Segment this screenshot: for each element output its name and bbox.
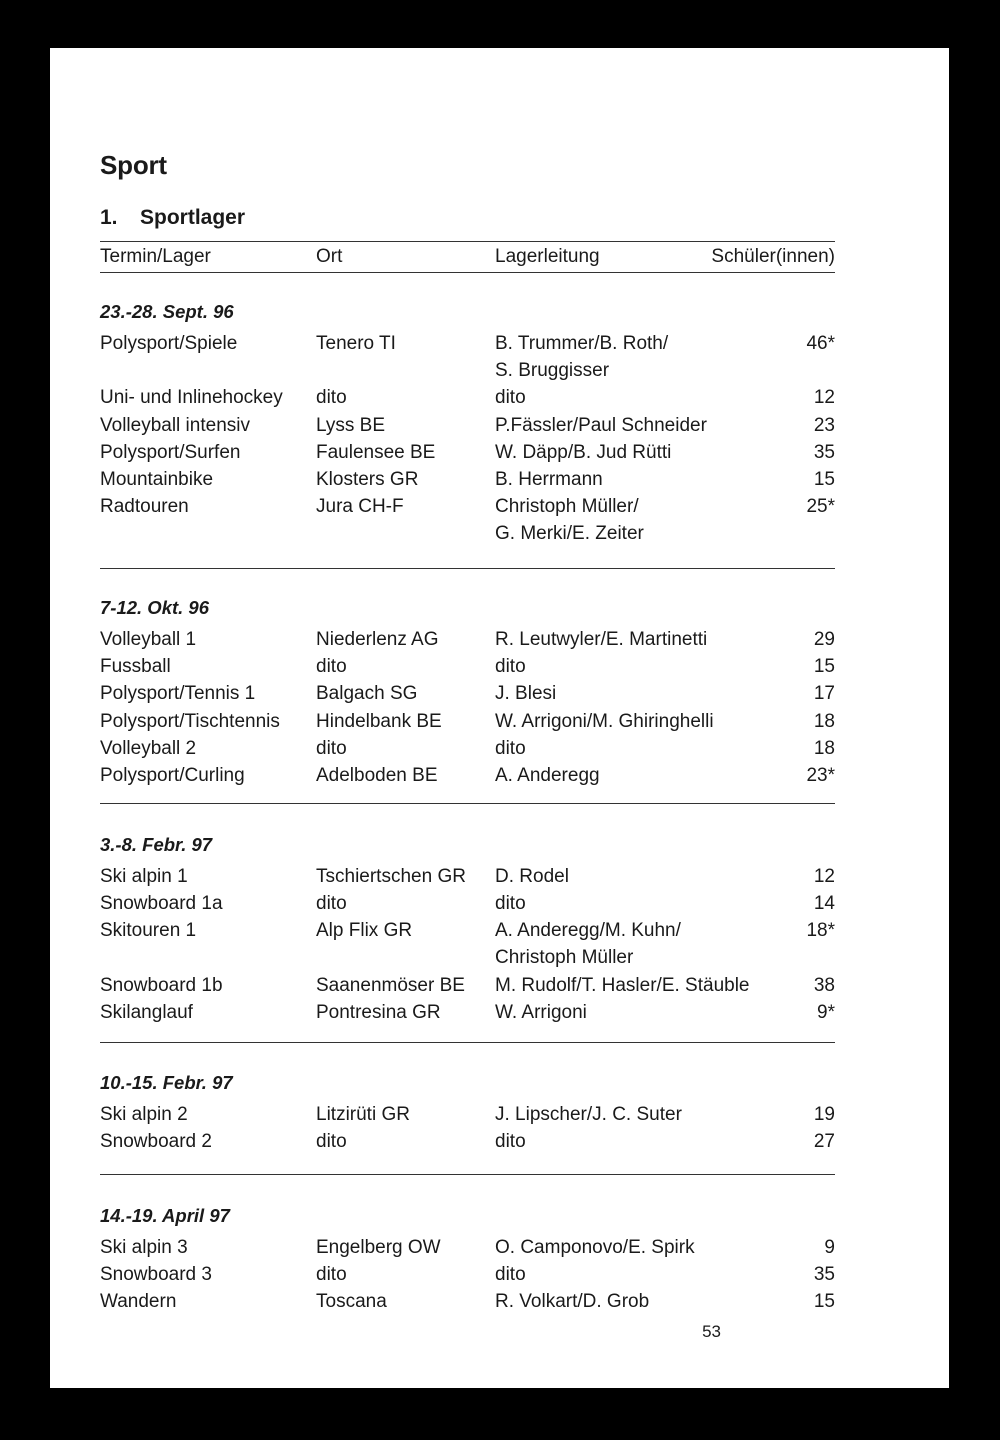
table-row — [100, 493, 835, 547]
cell-ort: dito — [316, 1264, 347, 1286]
leitung-line: Christoph Müller — [495, 947, 634, 969]
cell-ort: dito — [316, 387, 347, 409]
cell-leitung — [495, 330, 668, 384]
cell-leitung — [495, 708, 714, 735]
leitung-line: P.Fässler/Paul Schneider — [495, 414, 707, 436]
cell-lager: Polysport/Curling — [100, 765, 245, 786]
cell-ort: dito — [316, 737, 347, 759]
leitung-line: A. Anderegg/M. Kuhn/ — [495, 920, 681, 942]
cell-ort: Saanenmöser BE — [316, 974, 465, 996]
cell-lager: Skilanglauf — [100, 1002, 193, 1023]
leitung-line: W. Arrigoni/M. Ghiringhelli — [495, 710, 714, 732]
cell-lager: Ski alpin 2 — [100, 1104, 188, 1125]
cell-lager: Snowboard 1b — [100, 974, 223, 996]
leitung-line: W. Däpp/B. Jud Rütti — [495, 441, 672, 463]
column-header-termin: Termin/Lager — [100, 246, 211, 267]
page-number: 53 — [702, 1322, 721, 1341]
cell-ort: Adelboden BE — [316, 765, 438, 786]
cell-schueler: 15 — [813, 1291, 835, 1313]
header-top-rule — [100, 241, 835, 242]
cell-lager: Polysport/Tennis 1 — [100, 683, 256, 705]
cell-leitung — [495, 680, 556, 707]
leitung-line: W. Arrigoni — [495, 1002, 587, 1023]
cell-ort: dito — [316, 893, 347, 915]
cell-leitung — [495, 439, 671, 466]
leitung-line: R. Leutwyler/E. Martinetti — [495, 629, 708, 650]
cell-lager: Polysport/Spiele — [100, 333, 238, 354]
cell-ort: Niederlenz AG — [316, 629, 439, 650]
cell-ort: dito — [316, 1131, 347, 1153]
cell-ort: Faulensee BE — [316, 441, 436, 463]
leitung-line: dito — [495, 893, 526, 915]
leitung-line: dito — [495, 387, 526, 409]
table-row — [100, 917, 835, 971]
table-header — [100, 246, 835, 270]
cell-schueler: 15 — [813, 469, 835, 490]
cell-lager: Fussball — [100, 656, 171, 678]
table-row — [100, 1288, 835, 1342]
cell-leitung — [495, 762, 600, 789]
cell-leitung — [495, 972, 750, 999]
leitung-line: S. Bruggisser — [495, 360, 610, 381]
cell-ort: Alp Flix GR — [316, 920, 413, 942]
cell-ort: Lyss BE — [316, 414, 385, 436]
leitung-line: J. Lipscher/J. C. Suter — [495, 1104, 682, 1125]
cell-ort: Toscana — [316, 1291, 387, 1313]
page-title: Sport — [100, 150, 167, 180]
cell-leitung — [495, 735, 526, 762]
leitung-line: dito — [495, 656, 526, 678]
section-date: 3.-8. Febr. 97 — [100, 834, 213, 855]
cell-schueler: 35 — [813, 441, 835, 463]
cell-leitung — [495, 466, 603, 493]
section-divider — [100, 1174, 835, 1175]
section-label: Sportlager — [140, 206, 246, 229]
table-row — [100, 762, 835, 816]
cell-lager: Snowboard 1a — [100, 893, 223, 915]
cell-ort: Pontresina GR — [316, 1002, 441, 1023]
cell-ort: Jura CH-F — [316, 496, 404, 518]
cell-schueler: 18* — [806, 920, 835, 942]
cell-leitung — [495, 1128, 526, 1155]
cell-schueler: 14 — [813, 893, 835, 915]
cell-schueler: 35 — [813, 1264, 835, 1286]
header-bottom-rule — [100, 272, 835, 273]
cell-lager: Snowboard 3 — [100, 1264, 212, 1286]
cell-lager: Skitouren 1 — [100, 920, 197, 942]
cell-lager: Polysport/Surfen — [100, 441, 241, 463]
cell-lager: Snowboard 2 — [100, 1131, 212, 1153]
cell-lager: Polysport/Tischtennis — [100, 710, 280, 732]
cell-leitung — [495, 493, 644, 547]
section-divider — [100, 1042, 835, 1043]
cell-schueler: 12 — [813, 387, 835, 409]
section-date: 10.-15. Febr. 97 — [100, 1072, 233, 1093]
cell-leitung — [495, 384, 526, 411]
cell-schueler: 38 — [813, 974, 835, 996]
cell-lager: Uni- und Inlinehockey — [100, 387, 283, 409]
cell-schueler: 23* — [806, 765, 835, 786]
section-date: 23.-28. Sept. 96 — [100, 301, 234, 322]
cell-leitung — [495, 999, 587, 1026]
cell-ort: Balgach SG — [316, 683, 418, 705]
leitung-line: J. Blesi — [495, 683, 557, 705]
cell-lager: Mountainbike — [100, 469, 214, 490]
cell-lager: Volleyball intensiv — [100, 414, 250, 436]
cell-schueler: 18 — [813, 710, 835, 732]
cell-schueler: 46* — [806, 333, 835, 354]
cell-schueler: 27 — [813, 1131, 835, 1153]
cell-schueler: 15 — [813, 656, 835, 678]
cell-lager: Volleyball 1 — [100, 629, 197, 650]
cell-leitung — [495, 863, 569, 890]
section-heading — [100, 206, 245, 230]
section-divider — [100, 803, 835, 804]
cell-leitung — [495, 917, 681, 971]
leitung-line: D. Rodel — [495, 866, 569, 887]
leitung-line: B. Trummer/B. Roth/ — [495, 333, 669, 354]
cell-ort: Tschiertschen GR — [316, 866, 466, 887]
cell-lager: Volleyball 2 — [100, 737, 197, 759]
table-row — [100, 330, 835, 384]
cell-schueler: 29 — [813, 629, 835, 650]
cell-schueler: 25* — [806, 496, 835, 518]
cell-schueler: 18 — [813, 737, 835, 759]
cell-ort: Engelberg OW — [316, 1237, 441, 1258]
leitung-line: O. Camponovo/E. Spirk — [495, 1237, 695, 1258]
leitung-line: A. Anderegg — [495, 765, 600, 786]
cell-lager: Wandern — [100, 1291, 177, 1313]
column-header-ort: Ort — [316, 246, 343, 267]
section-date: 14.-19. April 97 — [100, 1205, 230, 1226]
column-header-schueler: Schüler(innen) — [711, 246, 835, 267]
cell-schueler: 19 — [813, 1104, 835, 1125]
leitung-line: M. Rudolf/T. Hasler/E. Stäuble — [495, 974, 750, 996]
leitung-line: B. Herrmann — [495, 469, 603, 490]
leitung-line: Christoph Müller/ — [495, 496, 639, 518]
cell-lager: Radtouren — [100, 496, 189, 518]
cell-leitung — [495, 1288, 649, 1315]
cell-ort: Tenero TI — [316, 333, 396, 354]
column-header-leitung: Lagerleitung — [495, 246, 600, 267]
cell-leitung — [495, 1261, 526, 1288]
cell-lager: Ski alpin 3 — [100, 1237, 188, 1258]
section-divider — [100, 568, 835, 569]
cell-ort: Hindelbank BE — [316, 710, 442, 732]
cell-leitung — [495, 1101, 682, 1128]
leitung-line: dito — [495, 1131, 526, 1153]
cell-ort: Litzirüti GR — [316, 1104, 410, 1125]
cell-schueler: 17 — [813, 683, 835, 705]
cell-leitung — [495, 653, 526, 680]
cell-ort: dito — [316, 656, 347, 678]
cell-schueler: 9* — [817, 1002, 835, 1023]
cell-schueler: 12 — [813, 866, 835, 887]
leitung-line: R. Volkart/D. Grob — [495, 1291, 650, 1313]
cell-schueler: 9 — [824, 1237, 835, 1258]
cell-lager: Ski alpin 1 — [100, 866, 188, 887]
leitung-line: dito — [495, 737, 526, 759]
cell-leitung — [495, 1234, 695, 1261]
cell-ort: Klosters GR — [316, 469, 419, 490]
cell-leitung — [495, 412, 707, 439]
table-row — [100, 999, 835, 1053]
cell-schueler: 23 — [813, 414, 835, 436]
section-date: 7-12. Okt. 96 — [100, 597, 210, 618]
leitung-line: dito — [495, 1264, 526, 1286]
cell-leitung — [495, 890, 526, 917]
document-page — [50, 48, 949, 1388]
section-number: 1. — [100, 206, 118, 229]
cell-leitung — [495, 626, 707, 653]
leitung-line: G. Merki/E. Zeiter — [495, 523, 644, 545]
